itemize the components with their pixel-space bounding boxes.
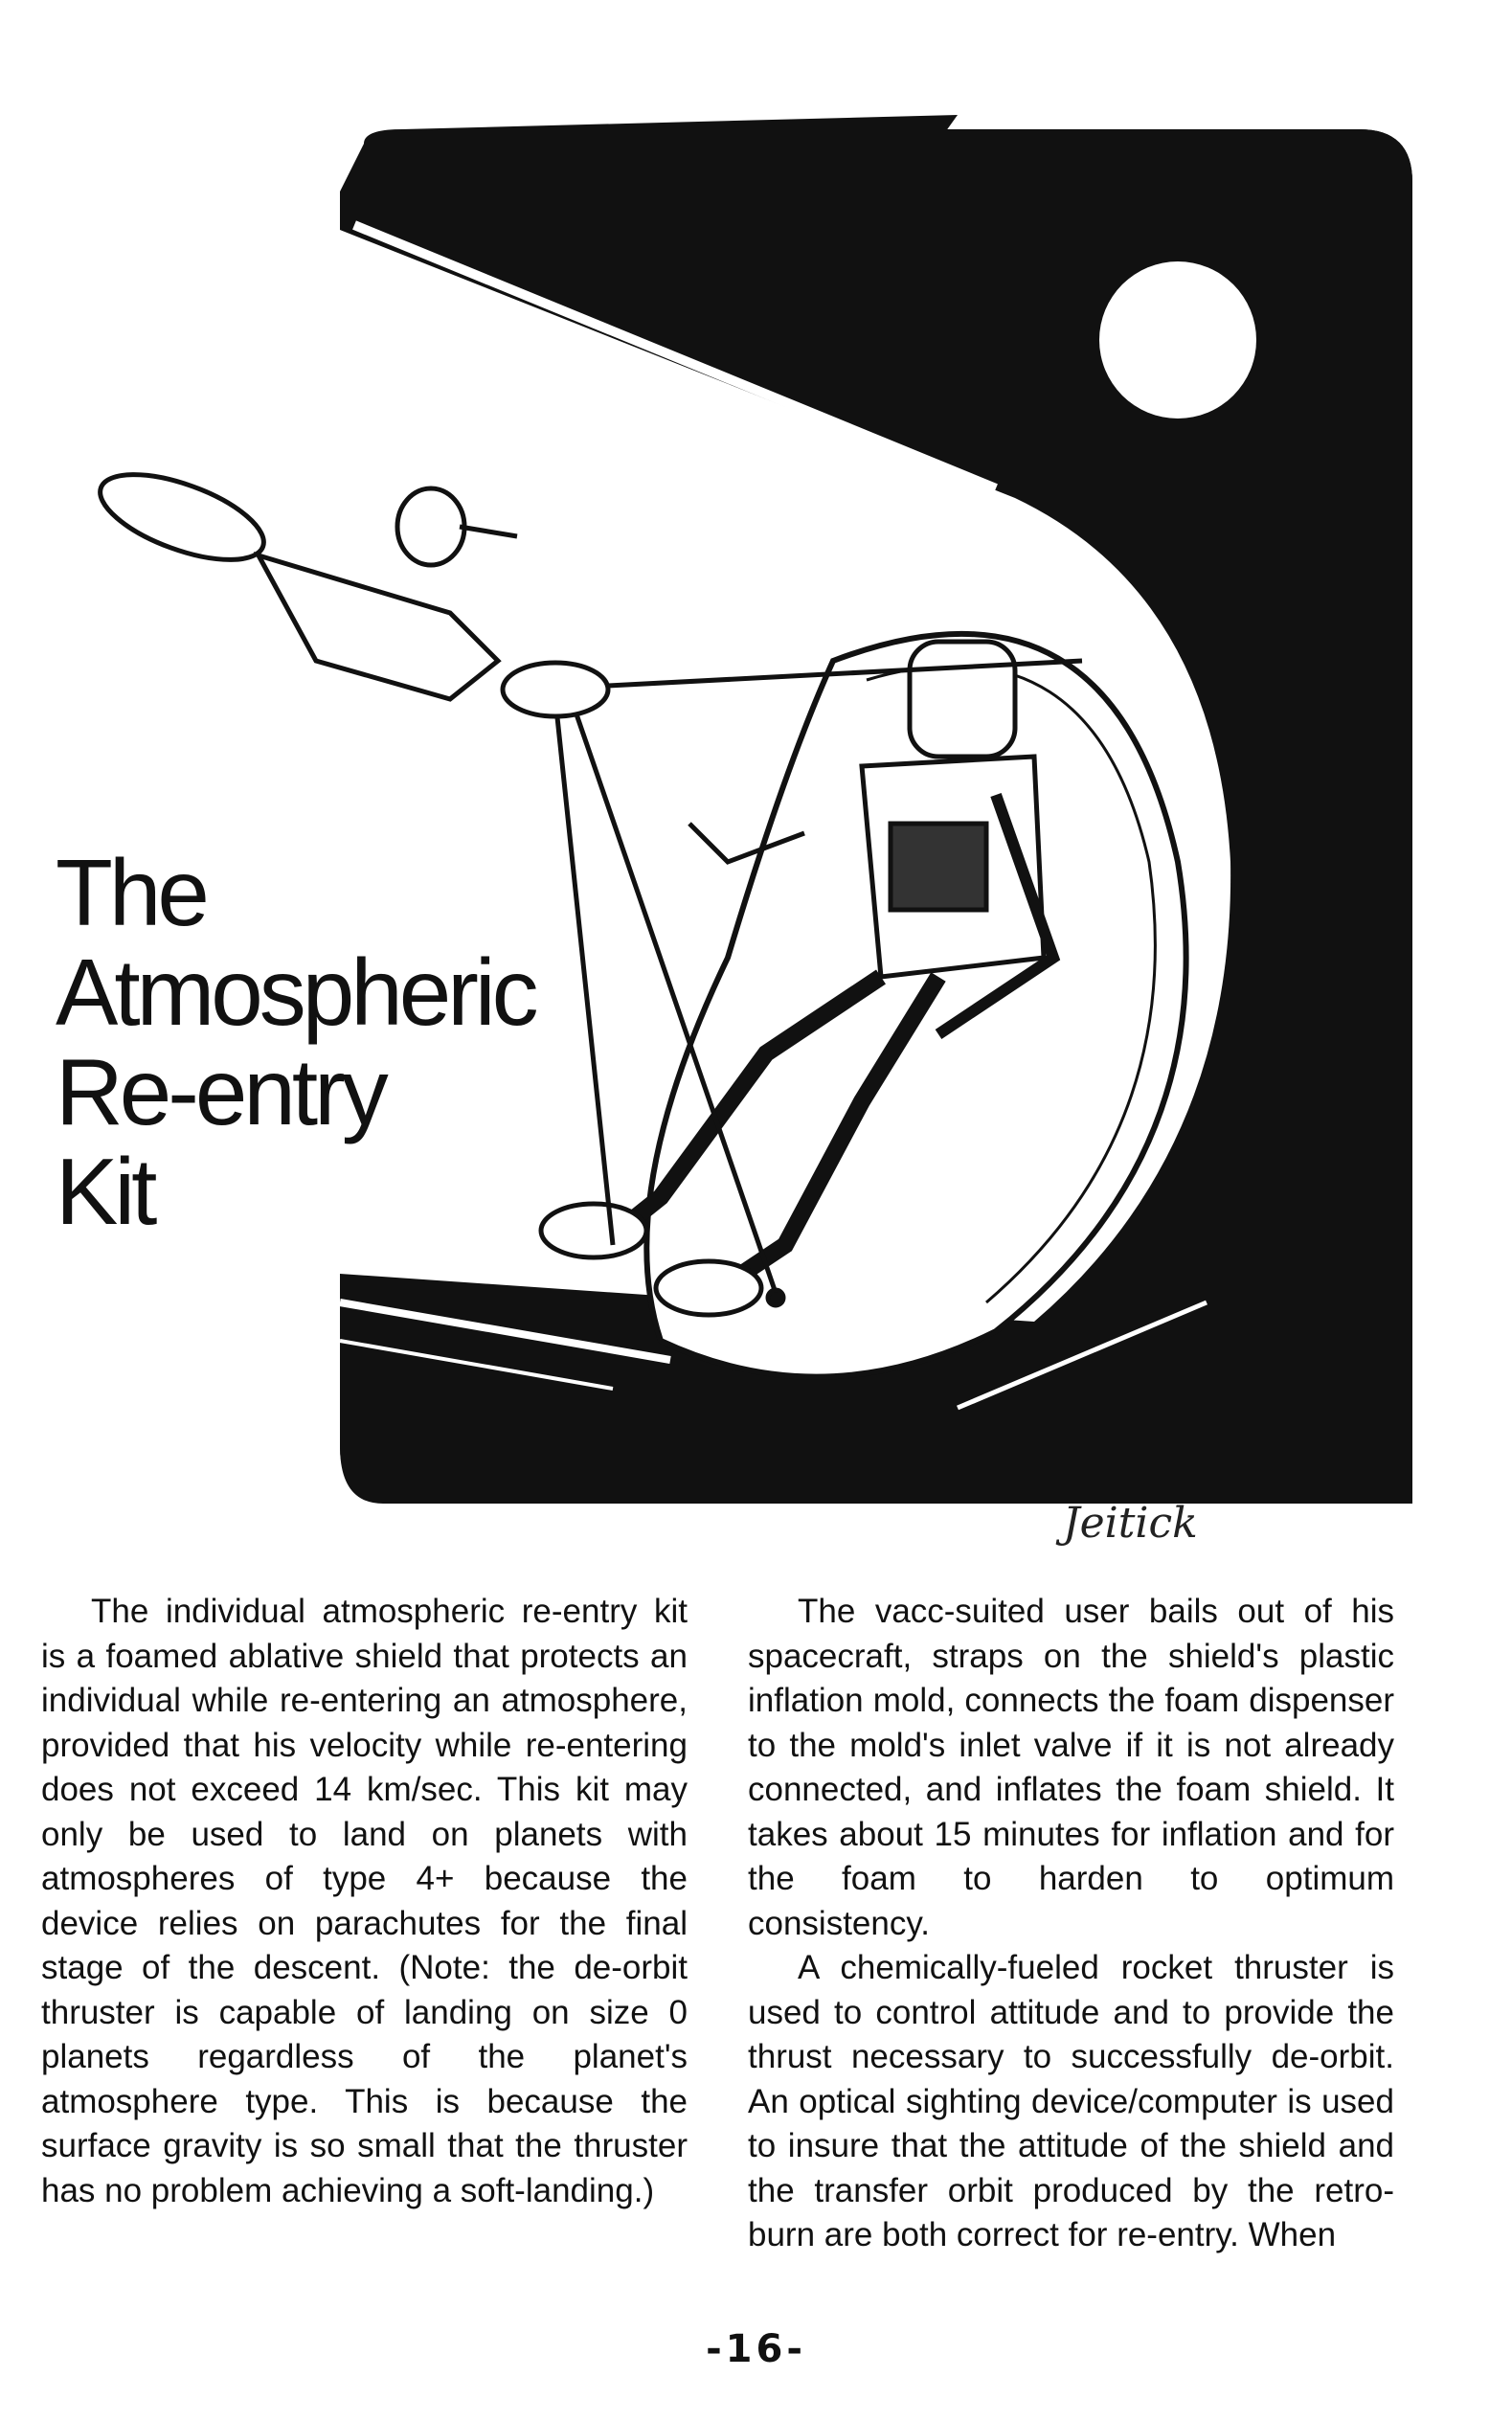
paragraph: The vacc-suited user bails out of his spacecraft, straps on the shield's plastic inflation mold, connects the foam dispenser to the mold's inlet valve if it is not already connected, and inflates the foam shield. It takes about 15 minutes for inflation and for the foam to harden to optimum consistency. (748, 1593, 1394, 1942)
page-title (56, 840, 535, 1244)
title-line: The (56, 840, 206, 945)
body-column-left (41, 1590, 688, 2213)
title-line: Kit (56, 1139, 154, 1244)
moon-icon (1099, 261, 1256, 419)
paragraph: A chemically-fueled rocket thruster is used to control attitude and to provide the thrust necessary to successfully de-orbit. An optical sighting device/computer is used to insure that the attitude of the shield and the transfer orbit produced by the retro-burn are both correct for re-entry. When (748, 1949, 1394, 2253)
title-line: Atmospheric (56, 939, 535, 1045)
paragraph: The individual atmospheric re-entry kit is a foamed ablative shield that protects an individual while re-entering an atmosphere, provided that his velocity while re-entering does not exceed 14 km/sec. This kit may only be used to land on planets with atmospheres of type 4+ because the device relies on parachutes for the final stage of the descent. (Note: the de-orbit thruster is capable of landing on size 0 planets regardless of the planet's atmosphere type. This is because the surface gravity is so small that the thruster has no problem achieving a soft-landing.) (41, 1593, 688, 2209)
body-column-right (748, 1590, 1394, 2258)
title-line: Re-entry (56, 1039, 385, 1144)
page-number: -16- (706, 2327, 806, 2371)
artist-signature: Jeitick (1063, 1499, 1198, 1548)
